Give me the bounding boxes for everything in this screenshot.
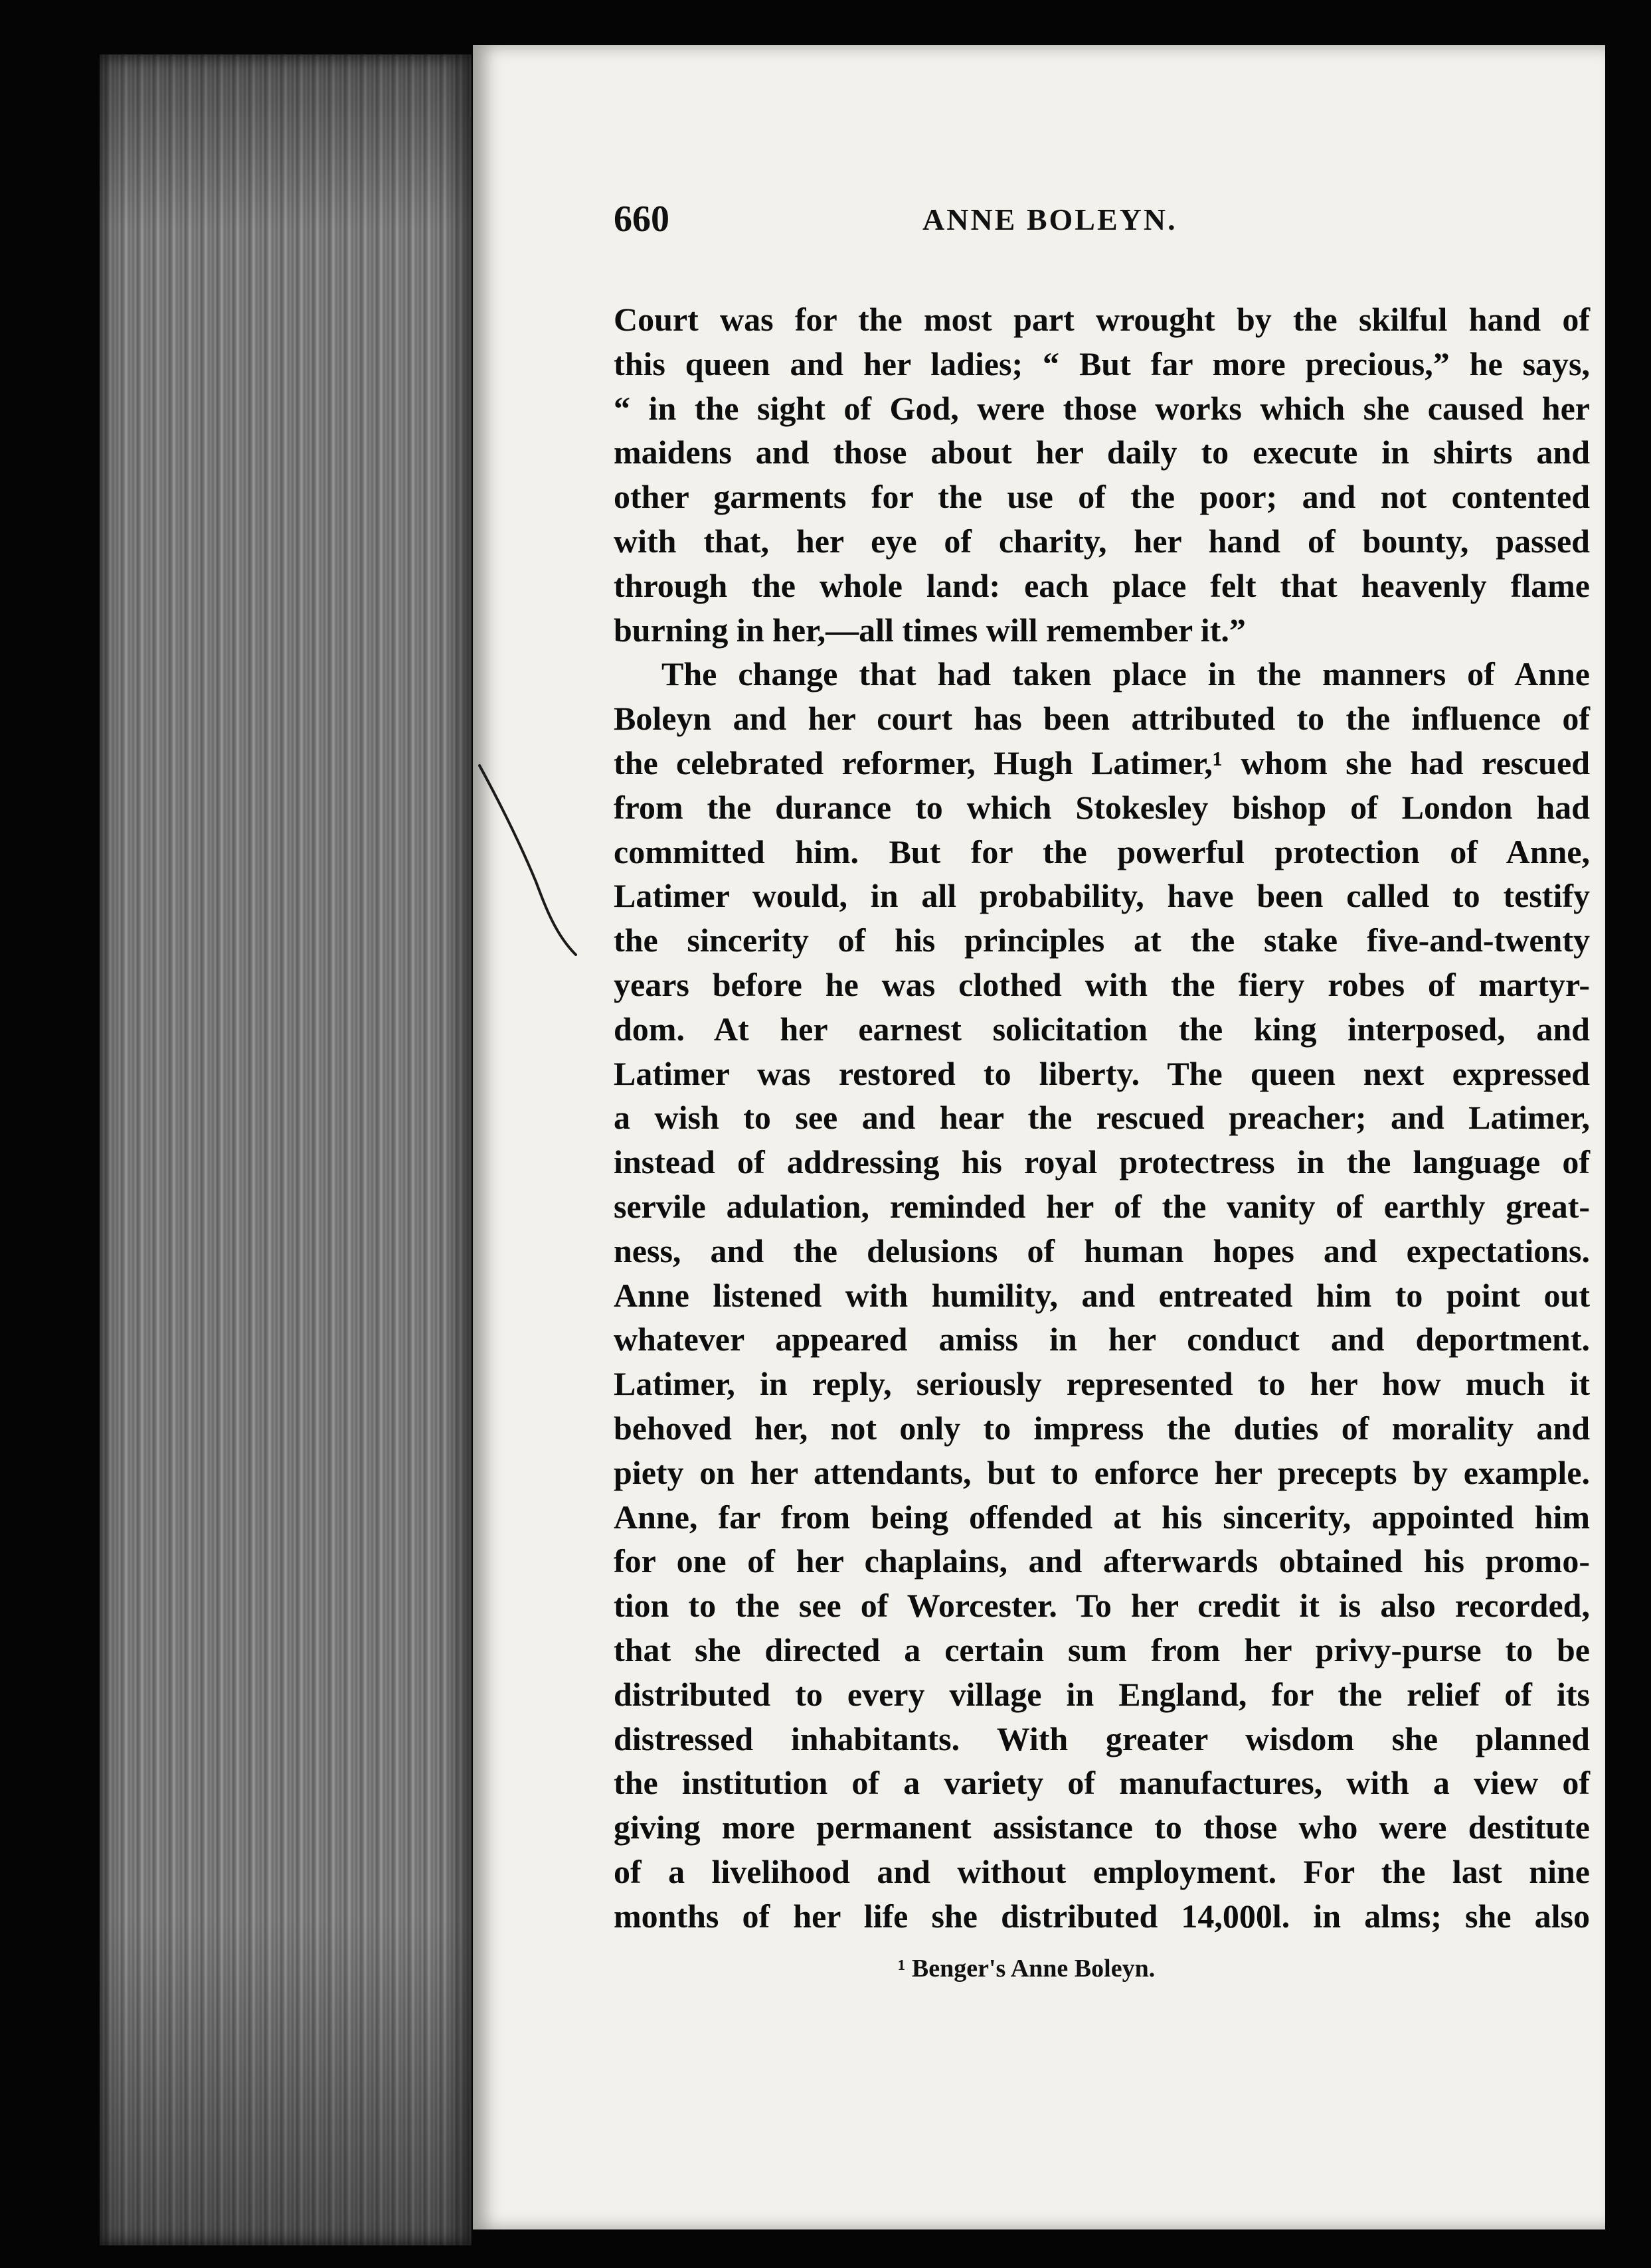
page-number: 660 [614,199,669,240]
text-line: that she directed a certain sum from her privy-purse to be [614,1631,1590,1668]
text-line: Latimer was restored to liberty. The queen next expressed [614,1054,1590,1092]
paragraph-1 [614,297,1590,652]
book-page [473,45,1605,2229]
text-line: the celebrated reformer, Hugh Latimer,¹ whom she had rescued [614,744,1590,781]
text-line: “ in the sight of God, were those works which she caused her [614,389,1590,427]
text-line: Latimer would, in all probability, have been called to testify [614,877,1590,915]
text-line: a wish to see and hear the rescued preacher; and Latimer, [614,1099,1590,1137]
text-line: Anne listened with humility, and entreated him to point out [614,1276,1590,1314]
text-line: servile adulation, reminded her of the vanity of earthly great- [614,1187,1590,1225]
text-line: ness, and the delusions of human hopes and expectations. [614,1232,1590,1269]
text-line: dom. At her earnest solicitation the king interposed, and [614,1010,1590,1048]
paragraph-2 [614,652,1590,1938]
footnote: ¹ Benger's Anne Boleyn. [898,1955,1156,1983]
margin-bracket-mark [473,45,672,1041]
book-fore-edge [100,54,472,2245]
text-line: distressed inhabitants. With greater wisdom she planned [614,1720,1590,1757]
text-line: burning in her,—all times will remember it.” [614,611,1246,649]
text-line: behoved her, not only to impress the duties of morality and [614,1409,1590,1447]
text-line: The change that had taken place in the manners of Anne [661,655,1590,693]
text-line: committed him. But for the powerful protection of Anne, [614,833,1590,870]
text-line: from the durance to which Stokesley bishop of London had [614,788,1590,826]
text-line: whatever appeared amiss in her conduct and deportment. [614,1321,1590,1358]
running-head: ANNE BOLEYN. [922,202,1177,236]
text-line: Court was for the most part wrought by the skilful hand of [614,301,1590,338]
text-line: instead of addressing his royal protectress in the language of [614,1143,1590,1181]
text-line: Boleyn and her court has been attributed to the influence of [614,700,1590,738]
text-line: through the whole land: each place felt that heavenly flame [614,566,1590,604]
text-line: with that, her eye of charity, her hand of bounty, passed [614,522,1590,560]
text-line: giving more permanent assistance to those who were destitute [614,1809,1590,1846]
text-line: other garments for the use of the poor; and not contented [614,478,1590,516]
text-line: tion to the see of Worcester. To her credit it is also recorded, [614,1587,1590,1625]
text-line: years before he was clothed with the fiery robes of martyr- [614,965,1590,1003]
text-line: maidens and those about her daily to execute in shirts and [614,434,1590,471]
text-line: distributed to every village in England, for the relief of its [614,1675,1590,1713]
page-header [614,198,1470,251]
text-line: months of her life she distributed 14,000l. in alms; she also [614,1897,1590,1935]
text-line: the sincerity of his principles at the stake five-and-twenty [614,922,1590,959]
body-text [614,297,1590,1938]
text-line: this queen and her ladies; “ But far more precious,” he says, [614,345,1590,382]
text-line: of a livelihood and without employment. For the last nine [614,1852,1590,1890]
text-line: piety on her attendants, but to enforce her precepts by example. [614,1453,1590,1491]
text-line: Anne, far from being offended at his sincerity, appointed him [614,1498,1590,1536]
text-line: the institution of a variety of manufactures, with a view of [614,1764,1590,1802]
text-line: Latimer, in reply, seriously represented to her how much it [614,1365,1590,1403]
text-line: for one of her chaplains, and afterwards obtained his promo- [614,1542,1590,1580]
